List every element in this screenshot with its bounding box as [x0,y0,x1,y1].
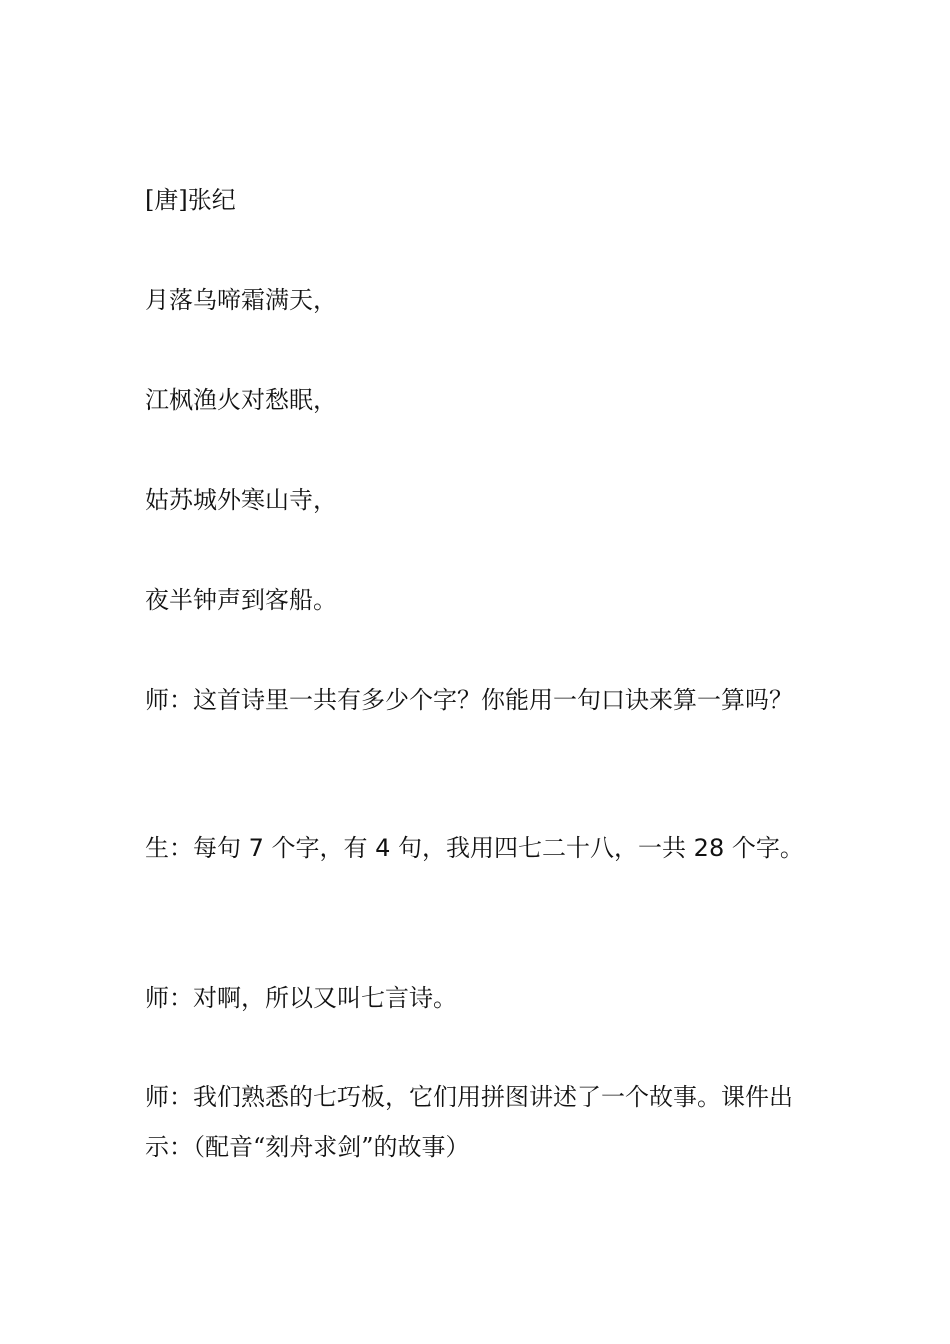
student-answer: 生：每句 7 个字，有 4 句，我用四七二十八，一共 28 个字。 [145,834,804,862]
poem-author: [唐]张纪 [145,186,236,214]
teacher-story-intro: 师：我们熟悉的七巧板，它们用拼图讲述了一个故事。课件出示：（配音“刻舟求剑”的故事） [145,1083,793,1161]
poem-line-4: 夜半钟声到客船。 [145,586,337,614]
poem-line-2: 江枫渔火对愁眠， [145,386,337,414]
poem-line-3: 姑苏城外寒山寺， [145,486,337,514]
poem-line-1: 月落乌啼霜满天， [145,286,337,314]
teacher-question: 师：这首诗里一共有多少个字？你能用一句口诀来算一算吗？ [145,686,793,714]
teacher-reply: 师：对啊，所以又叫七言诗。 [145,984,457,1012]
